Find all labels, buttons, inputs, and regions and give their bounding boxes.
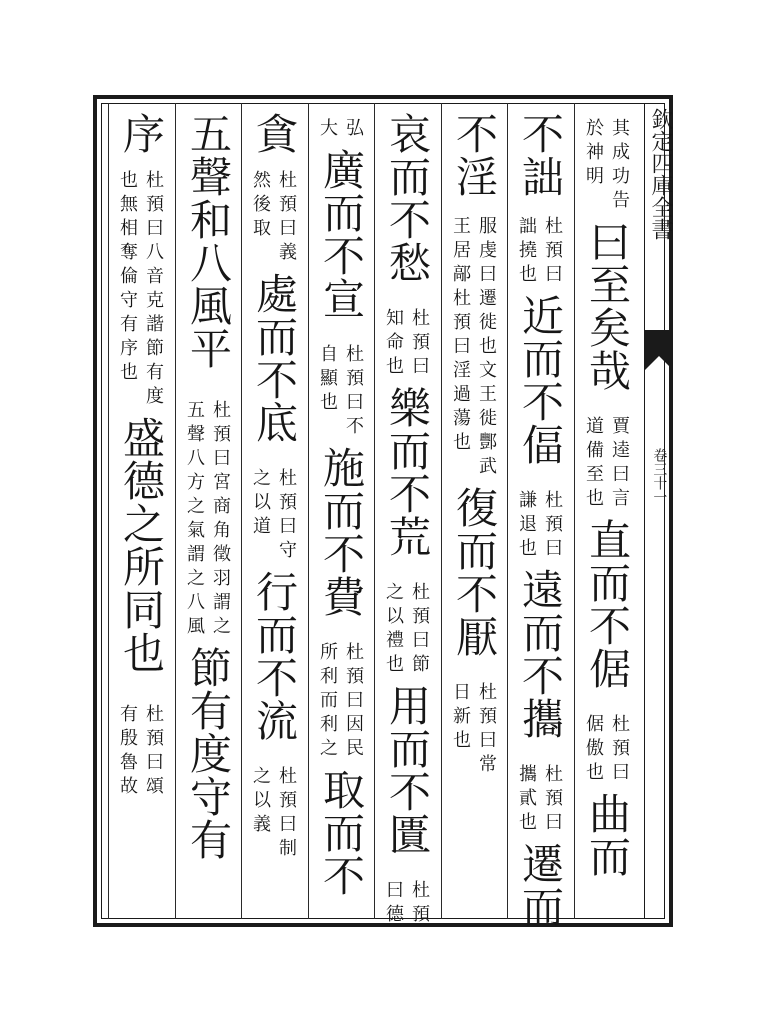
main-text: 直而不倨 [583,518,632,690]
column-rule [441,103,442,919]
main-text: 遠而不攜 [516,568,565,740]
annotation-left: 所利而利之 [317,642,338,762]
fold-juan-number: 卷三十一 [651,448,668,504]
annotation-left: 五聲八方之氣謂之八風 [184,400,205,640]
annotation-right: 杜預曰 [542,216,563,288]
annotation-left: 攜貳也 [516,764,537,836]
annotation-right: 其成功告 [609,118,630,214]
main-text: 近而不偪 [516,294,565,466]
main-text: 廣而不宣 [317,148,366,320]
main-text: 施而不費 [317,446,366,618]
annotation-left: 詘撓也 [516,216,537,288]
main-text: 曲而 [583,792,632,878]
annotation-left: 知命也 [383,308,404,380]
column-rule [241,103,242,919]
annotation-left: 大 [317,118,338,142]
annotation-right: 杜預曰 [409,308,430,380]
annotation-left: 謙退也 [516,490,537,562]
main-text: 用而不匱 [383,684,432,856]
main-text: 行而不流 [250,570,299,742]
main-text: 節有度守有 [184,646,233,861]
main-text: 曰至矣哉 [583,220,632,392]
annotation-left: 也無相奪倫守有序也 [117,170,138,386]
column-rule [108,103,109,919]
column-rule [175,103,176,919]
main-text: 序 [117,112,166,155]
main-text: 遷而 [516,842,565,928]
annotation-right: 杜預曰節 [409,582,430,678]
main-text: 樂而不荒 [383,386,432,558]
annotation-right: 杜預曰八音克諧節有度 [143,170,164,410]
annotation-right: 杜預曰常 [476,682,497,778]
annotation-left: 日新也 [450,682,471,754]
annotation-right: 賈逵曰言 [609,416,630,512]
annotation-left: 有殷魯故 [117,704,138,800]
annotation-right: 杜預曰頌 [143,704,164,800]
annotation-left: 於神明 [583,118,604,190]
column-rule [507,103,508,919]
annotation-left: 王居鄗杜預曰淫過蕩也 [450,216,471,456]
annotation-right: 杜預曰宮商角徵羽謂之 [210,400,231,640]
main-text: 五聲和八風平 [184,112,233,370]
annotation-right: 杜預曰因民 [343,642,364,762]
annotation-left: 之以禮也 [383,582,404,678]
annotation-right: 杜預曰不 [343,344,364,440]
column-rule [574,103,575,919]
main-text: 貪 [250,112,299,155]
column-rule [374,103,375,919]
main-text: 處而不底 [250,272,299,444]
annotation-left: 然後取 [250,170,271,242]
annotation-right: 杜預曰 [542,490,563,562]
annotation-left: 道備至也 [583,416,604,512]
main-text: 哀而不愁 [383,112,432,284]
main-text: 不淫 [450,112,499,198]
fish-tail-mark-icon [645,330,673,370]
annotation-right: 杜預曰 [609,714,630,786]
annotation-right: 服虔曰遷徙也文王徙酆武 [476,216,497,480]
annotation-right: 杜預曰守 [276,468,297,564]
annotation-right: 杜預曰義 [276,170,297,266]
fold-title: 欽定四庫全書 [648,108,673,240]
annotation-left: 之以義 [250,766,271,838]
main-text: 復而不厭 [450,486,499,658]
main-text: 取而不 [317,768,366,897]
annotation-left: 曰德 [383,880,404,928]
annotation-left: 自顯也 [317,344,338,416]
column-rule [308,103,309,919]
annotation-left: 之以道 [250,468,271,540]
annotation-right: 弘 [343,118,364,142]
main-text: 不詘 [516,112,565,198]
annotation-right: 杜預曰制 [276,766,297,862]
main-text: 盛德之所同也 [117,416,166,674]
annotation-right: 杜預曰 [542,764,563,836]
annotation-left: 倨傲也 [583,714,604,786]
annotation-right: 杜預 [409,880,430,928]
